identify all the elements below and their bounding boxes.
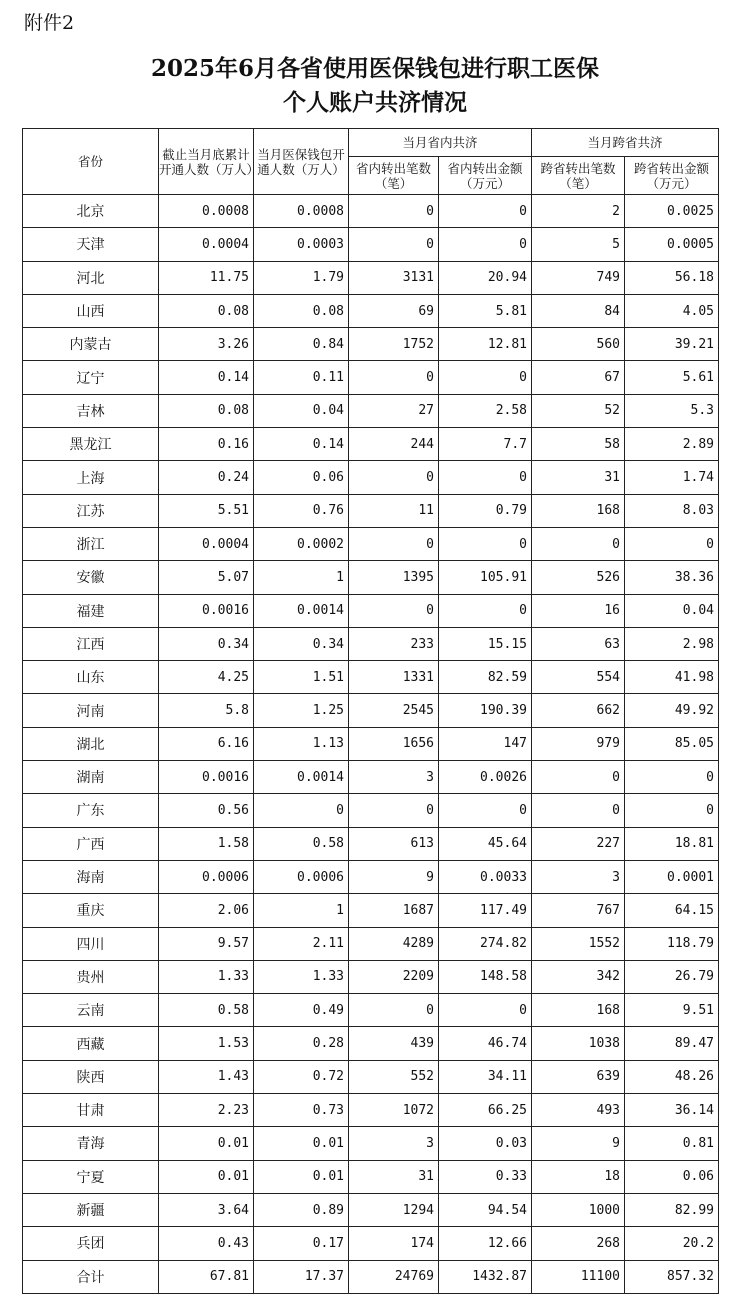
cell-monthly-open: 1.33: [254, 960, 349, 993]
cell-cross-count: 16: [532, 594, 625, 627]
cell-cross-count: 342: [532, 960, 625, 993]
cell-in-amount: 46.74: [439, 1027, 532, 1060]
cell-in-amount: 82.59: [439, 661, 532, 694]
document-title: [0, 52, 750, 120]
cell-cross-amount: 0.0025: [625, 195, 719, 228]
cell-cumulative: 0.34: [159, 627, 254, 660]
cell-in-count: 244: [349, 428, 439, 461]
cell-province: 上海: [23, 461, 159, 494]
header-cross-province-group: 当月跨省共济: [532, 129, 719, 157]
cell-province: 天津: [23, 228, 159, 261]
cell-cross-count: 1552: [532, 927, 625, 960]
table-row: [23, 461, 719, 494]
cell-cross-amount: 5.3: [625, 394, 719, 427]
header-province: 省份: [23, 129, 159, 195]
cell-cumulative: 0.08: [159, 394, 254, 427]
cell-monthly-open: 2.11: [254, 927, 349, 960]
cell-in-count: 3: [349, 761, 439, 794]
cell-cross-amount: 857.32: [625, 1260, 719, 1293]
cell-monthly-open: 0.04: [254, 394, 349, 427]
cell-province: 浙江: [23, 527, 159, 560]
cell-in-amount: 0.33: [439, 1160, 532, 1193]
cell-in-count: 1752: [349, 328, 439, 361]
cell-cross-amount: 0: [625, 761, 719, 794]
cell-in-amount: 7.7: [439, 428, 532, 461]
cell-province: 青海: [23, 1127, 159, 1160]
cell-in-count: 9: [349, 860, 439, 893]
table-row: [23, 294, 719, 327]
table-row: [23, 394, 719, 427]
cell-cross-count: 493: [532, 1094, 625, 1127]
table-row: [23, 1060, 719, 1093]
cell-cumulative: 0.24: [159, 461, 254, 494]
table-row: [23, 228, 719, 261]
cell-cumulative: 5.51: [159, 494, 254, 527]
cell-cumulative: 1.58: [159, 827, 254, 860]
cell-province: 合计: [23, 1260, 159, 1293]
cell-province: 甘肃: [23, 1094, 159, 1127]
table-row: [23, 527, 719, 560]
cell-in-count: 1395: [349, 561, 439, 594]
cell-monthly-open: 1.13: [254, 727, 349, 760]
cell-cross-count: 67: [532, 361, 625, 394]
cell-province: 江苏: [23, 494, 159, 527]
cell-cross-count: 11100: [532, 1260, 625, 1293]
table-row: [23, 761, 719, 794]
cell-province: 西藏: [23, 1027, 159, 1060]
cell-province: 新疆: [23, 1193, 159, 1226]
cell-monthly-open: 17.37: [254, 1260, 349, 1293]
title-line-1: 2025年6月各省使用医保钱包进行职工医保: [150, 55, 600, 82]
cell-province: 北京: [23, 195, 159, 228]
cell-cross-amount: 82.99: [625, 1193, 719, 1226]
cell-cross-amount: 5.61: [625, 361, 719, 394]
cell-in-amount: 12.66: [439, 1227, 532, 1260]
cell-cumulative: 0.01: [159, 1127, 254, 1160]
cell-cumulative: 0.01: [159, 1160, 254, 1193]
cell-in-amount: 5.81: [439, 294, 532, 327]
cell-cross-amount: 8.03: [625, 494, 719, 527]
cell-cross-amount: 48.26: [625, 1060, 719, 1093]
table-row: [23, 827, 719, 860]
cell-monthly-open: 0.58: [254, 827, 349, 860]
cell-cross-count: 1000: [532, 1193, 625, 1226]
table-row: [23, 727, 719, 760]
table-row: [23, 794, 719, 827]
cell-cross-count: 749: [532, 261, 625, 294]
cell-cumulative: 5.8: [159, 694, 254, 727]
table-row: [23, 494, 719, 527]
cell-province: 贵州: [23, 960, 159, 993]
cell-monthly-open: 0.11: [254, 361, 349, 394]
cell-cross-amount: 64.15: [625, 894, 719, 927]
cell-monthly-open: 0.01: [254, 1127, 349, 1160]
cell-province: 山东: [23, 661, 159, 694]
cell-province: 陕西: [23, 1060, 159, 1093]
header-in-province-group: 当月省内共济: [349, 129, 532, 157]
table-row: [23, 428, 719, 461]
cell-cross-count: 84: [532, 294, 625, 327]
cell-cumulative: 1.33: [159, 960, 254, 993]
cell-cross-amount: 0.81: [625, 1127, 719, 1160]
cell-cross-amount: 0.04: [625, 594, 719, 627]
cell-cross-amount: 41.98: [625, 661, 719, 694]
cell-monthly-open: 0.01: [254, 1160, 349, 1193]
cell-monthly-open: 1.25: [254, 694, 349, 727]
cell-cross-amount: 9.51: [625, 994, 719, 1027]
cell-province: 广西: [23, 827, 159, 860]
table-row: [23, 994, 719, 1027]
cell-in-count: 0: [349, 794, 439, 827]
title-line-2: 个人账户共济情况: [283, 89, 467, 116]
cell-in-count: 0: [349, 361, 439, 394]
cell-in-count: 613: [349, 827, 439, 860]
cell-province: 兵团: [23, 1227, 159, 1260]
cell-cross-count: 767: [532, 894, 625, 927]
cell-cross-count: 1038: [532, 1027, 625, 1060]
table-row: [23, 627, 719, 660]
cell-province: 云南: [23, 994, 159, 1027]
cell-cumulative: 4.25: [159, 661, 254, 694]
cell-in-amount: 117.49: [439, 894, 532, 927]
cell-cumulative: 1.53: [159, 1027, 254, 1060]
cell-in-amount: 0: [439, 527, 532, 560]
cell-province: 黑龙江: [23, 428, 159, 461]
cell-in-amount: 94.54: [439, 1193, 532, 1226]
cell-in-count: 0: [349, 195, 439, 228]
cell-in-amount: 190.39: [439, 694, 532, 727]
cell-cross-amount: 89.47: [625, 1027, 719, 1060]
cell-in-amount: 0: [439, 361, 532, 394]
cell-cross-amount: 4.05: [625, 294, 719, 327]
cell-cross-amount: 85.05: [625, 727, 719, 760]
cell-monthly-open: 0.72: [254, 1060, 349, 1093]
cell-monthly-open: 0.34: [254, 627, 349, 660]
cell-monthly-open: 0.0014: [254, 594, 349, 627]
cell-province: 海南: [23, 860, 159, 893]
cell-cumulative: 0.43: [159, 1227, 254, 1260]
table-row: [23, 261, 719, 294]
cell-cross-count: 979: [532, 727, 625, 760]
table-row: [23, 361, 719, 394]
header-monthly-open: 当月医保钱包开通人数（万人）: [254, 129, 349, 195]
cell-province: 山西: [23, 294, 159, 327]
cell-cross-count: 63: [532, 627, 625, 660]
cell-monthly-open: 1.79: [254, 261, 349, 294]
cell-in-count: 31: [349, 1160, 439, 1193]
cell-cross-count: 58: [532, 428, 625, 461]
cell-in-count: 2545: [349, 694, 439, 727]
cell-cumulative: 0.0004: [159, 527, 254, 560]
cell-cross-amount: 0.06: [625, 1160, 719, 1193]
table-row: [23, 561, 719, 594]
cell-province: 安徽: [23, 561, 159, 594]
cell-cross-count: 268: [532, 1227, 625, 1260]
cell-cross-count: 0: [532, 527, 625, 560]
cell-province: 福建: [23, 594, 159, 627]
table-row: [23, 860, 719, 893]
cell-cross-count: 18: [532, 1160, 625, 1193]
cell-cross-amount: 56.18: [625, 261, 719, 294]
cell-in-amount: 105.91: [439, 561, 532, 594]
total-row: [23, 1260, 719, 1293]
cell-cumulative: 0.0016: [159, 761, 254, 794]
cell-in-count: 1656: [349, 727, 439, 760]
cell-cross-amount: 2.98: [625, 627, 719, 660]
attachment-label: 附件2: [24, 12, 75, 34]
cell-in-amount: 0: [439, 794, 532, 827]
cell-in-amount: 0.0033: [439, 860, 532, 893]
cell-cross-amount: 0: [625, 527, 719, 560]
cell-cumulative: 0.0004: [159, 228, 254, 261]
cell-in-amount: 0: [439, 461, 532, 494]
cell-in-amount: 0: [439, 195, 532, 228]
cell-province: 吉林: [23, 394, 159, 427]
cell-cross-count: 5: [532, 228, 625, 261]
cell-cross-amount: 2.89: [625, 428, 719, 461]
table-row: [23, 927, 719, 960]
cell-in-count: 0: [349, 994, 439, 1027]
cell-cross-count: 639: [532, 1060, 625, 1093]
table-row: [23, 1160, 719, 1193]
cell-monthly-open: 0.0002: [254, 527, 349, 560]
cell-monthly-open: 0.28: [254, 1027, 349, 1060]
cell-in-count: 1331: [349, 661, 439, 694]
cell-cross-amount: 26.79: [625, 960, 719, 993]
cell-province: 广东: [23, 794, 159, 827]
cell-in-count: 1294: [349, 1193, 439, 1226]
header-cumulative: 截止当月底累计开通人数（万人）: [159, 129, 254, 195]
cell-cross-amount: 36.14: [625, 1094, 719, 1127]
table-row: [23, 960, 719, 993]
cell-cross-amount: 49.92: [625, 694, 719, 727]
cell-monthly-open: 1: [254, 894, 349, 927]
cell-in-amount: 45.64: [439, 827, 532, 860]
cell-province: 河南: [23, 694, 159, 727]
cell-cross-count: 31: [532, 461, 625, 494]
cell-in-count: 3131: [349, 261, 439, 294]
cell-cumulative: 0.14: [159, 361, 254, 394]
cell-in-amount: 15.15: [439, 627, 532, 660]
cell-cumulative: 0.56: [159, 794, 254, 827]
table-row: [23, 661, 719, 694]
cell-in-amount: 12.81: [439, 328, 532, 361]
cell-cross-count: 526: [532, 561, 625, 594]
cell-in-count: 11: [349, 494, 439, 527]
cell-cross-count: 3: [532, 860, 625, 893]
cell-in-amount: 148.58: [439, 960, 532, 993]
cell-cross-amount: 20.2: [625, 1227, 719, 1260]
cell-cumulative: 0.08: [159, 294, 254, 327]
table-row: [23, 328, 719, 361]
table-row: [23, 1227, 719, 1260]
cell-in-count: 439: [349, 1027, 439, 1060]
cell-in-count: 174: [349, 1227, 439, 1260]
table-row: [23, 1027, 719, 1060]
header-in-count: 省内转出笔数（笔）: [349, 157, 439, 195]
cell-cross-count: 0: [532, 794, 625, 827]
table-row: [23, 594, 719, 627]
cell-cumulative: 11.75: [159, 261, 254, 294]
cell-in-count: 233: [349, 627, 439, 660]
cell-cumulative: 0.16: [159, 428, 254, 461]
cell-cumulative: 0.0006: [159, 860, 254, 893]
cell-cumulative: 3.26: [159, 328, 254, 361]
cell-cumulative: 0.58: [159, 994, 254, 1027]
cell-in-count: 1687: [349, 894, 439, 927]
header-in-amount: 省内转出金额（万元）: [439, 157, 532, 195]
cell-cumulative: 5.07: [159, 561, 254, 594]
cell-in-amount: 0.0026: [439, 761, 532, 794]
cell-in-amount: 0.03: [439, 1127, 532, 1160]
coverage-table: [22, 128, 719, 1294]
cell-province: 湖北: [23, 727, 159, 760]
cell-in-count: 24769: [349, 1260, 439, 1293]
cell-cumulative: 2.06: [159, 894, 254, 927]
cell-in-count: 1072: [349, 1094, 439, 1127]
cell-monthly-open: 0.14: [254, 428, 349, 461]
cell-in-count: 3: [349, 1127, 439, 1160]
cell-cross-count: 662: [532, 694, 625, 727]
cell-in-amount: 20.94: [439, 261, 532, 294]
cell-monthly-open: 0.73: [254, 1094, 349, 1127]
cell-in-amount: 0: [439, 228, 532, 261]
cell-cross-count: 9: [532, 1127, 625, 1160]
cell-cross-amount: 0.0001: [625, 860, 719, 893]
cell-monthly-open: 0.0003: [254, 228, 349, 261]
cell-in-count: 4289: [349, 927, 439, 960]
cell-monthly-open: 0.49: [254, 994, 349, 1027]
table-row: [23, 694, 719, 727]
cell-monthly-open: 0.06: [254, 461, 349, 494]
cell-monthly-open: 0.0006: [254, 860, 349, 893]
cell-province: 内蒙古: [23, 328, 159, 361]
cell-in-amount: 66.25: [439, 1094, 532, 1127]
table-row: [23, 195, 719, 228]
cell-monthly-open: 0.76: [254, 494, 349, 527]
cell-cross-count: 2: [532, 195, 625, 228]
cell-monthly-open: 0.84: [254, 328, 349, 361]
cell-in-count: 69: [349, 294, 439, 327]
cell-in-count: 0: [349, 228, 439, 261]
cell-cumulative: 0.0008: [159, 195, 254, 228]
cell-cross-amount: 39.21: [625, 328, 719, 361]
cell-cumulative: 6.16: [159, 727, 254, 760]
cell-in-amount: 0: [439, 994, 532, 1027]
table-row: [23, 1094, 719, 1127]
cell-province: 湖南: [23, 761, 159, 794]
cell-province: 宁夏: [23, 1160, 159, 1193]
cell-cross-amount: 0: [625, 794, 719, 827]
cell-cumulative: 1.43: [159, 1060, 254, 1093]
cell-monthly-open: 0.17: [254, 1227, 349, 1260]
cell-cross-count: 554: [532, 661, 625, 694]
cell-in-amount: 34.11: [439, 1060, 532, 1093]
cell-in-count: 552: [349, 1060, 439, 1093]
table-row: [23, 1127, 719, 1160]
header-cross-amount: 跨省转出金额（万元）: [625, 157, 719, 195]
cell-monthly-open: 0: [254, 794, 349, 827]
cell-province: 河北: [23, 261, 159, 294]
cell-cross-amount: 38.36: [625, 561, 719, 594]
cell-monthly-open: 1.51: [254, 661, 349, 694]
cell-cross-amount: 18.81: [625, 827, 719, 860]
cell-in-amount: 274.82: [439, 927, 532, 960]
cell-in-amount: 1432.87: [439, 1260, 532, 1293]
cell-cross-count: 227: [532, 827, 625, 860]
cell-monthly-open: 0.08: [254, 294, 349, 327]
cell-cross-count: 0: [532, 761, 625, 794]
cell-cross-amount: 1.74: [625, 461, 719, 494]
cell-cumulative: 67.81: [159, 1260, 254, 1293]
cell-in-count: 2209: [349, 960, 439, 993]
cell-monthly-open: 1: [254, 561, 349, 594]
cell-in-count: 0: [349, 461, 439, 494]
cell-monthly-open: 0.89: [254, 1193, 349, 1226]
table-row: [23, 894, 719, 927]
cell-cross-count: 52: [532, 394, 625, 427]
cell-in-amount: 0.79: [439, 494, 532, 527]
cell-monthly-open: 0.0008: [254, 195, 349, 228]
header-cross-count: 跨省转出笔数（笔）: [532, 157, 625, 195]
table-row: [23, 1193, 719, 1226]
cell-in-amount: 2.58: [439, 394, 532, 427]
cell-in-amount: 0: [439, 594, 532, 627]
cell-cross-count: 168: [532, 494, 625, 527]
cell-in-amount: 147: [439, 727, 532, 760]
cell-cumulative: 0.0016: [159, 594, 254, 627]
cell-cross-amount: 0.0005: [625, 228, 719, 261]
cell-in-count: 0: [349, 527, 439, 560]
cell-in-count: 0: [349, 594, 439, 627]
cell-cross-count: 168: [532, 994, 625, 1027]
cell-province: 重庆: [23, 894, 159, 927]
cell-monthly-open: 0.0014: [254, 761, 349, 794]
cell-in-count: 27: [349, 394, 439, 427]
cell-cross-count: 560: [532, 328, 625, 361]
cell-province: 四川: [23, 927, 159, 960]
cell-cumulative: 2.23: [159, 1094, 254, 1127]
cell-cumulative: 3.64: [159, 1193, 254, 1226]
cell-cumulative: 9.57: [159, 927, 254, 960]
cell-province: 江西: [23, 627, 159, 660]
table-body: [23, 195, 719, 1294]
cell-cross-amount: 118.79: [625, 927, 719, 960]
cell-province: 辽宁: [23, 361, 159, 394]
